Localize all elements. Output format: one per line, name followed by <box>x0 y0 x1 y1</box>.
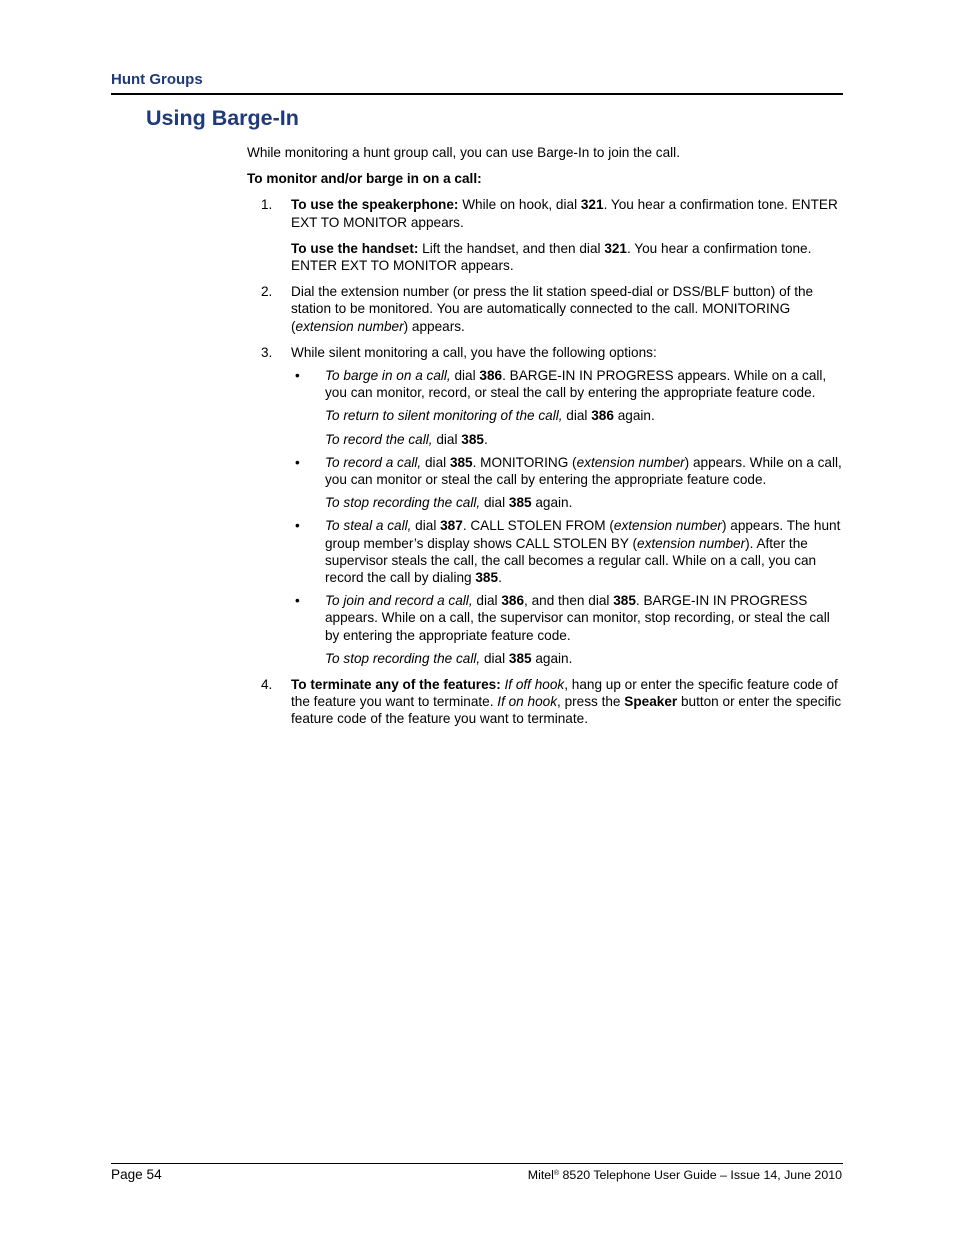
step-text: Lift the handset, and then dial <box>418 240 605 256</box>
italic-term: extension number <box>295 318 404 334</box>
step-4-text <box>291 676 847 728</box>
option-text-part: . BARGE-IN IN PROGRESS appears. While on a call, you can monitor, record, or steal the call by entering the appropriate feature code. <box>325 368 827 401</box>
option-text-part: dial <box>450 368 480 384</box>
bullet-icon: • <box>295 593 300 609</box>
feature-code: 321 <box>580 197 604 213</box>
feature-code: 385 <box>475 570 499 586</box>
bullet-icon: • <box>295 368 300 384</box>
step-3 <box>247 344 847 667</box>
step-4 <box>247 676 847 728</box>
page-title: Using Barge-In <box>146 106 299 130</box>
step-1 <box>247 196 847 274</box>
option-note <box>325 431 847 448</box>
option-text <box>325 517 847 586</box>
step-text: Dial the extension number (or press the lit station speed-dial or DSS/BLF button) of the station to be monitored. You are automatically connected to the call. MONITORING ( <box>291 284 814 334</box>
option-text <box>325 592 847 644</box>
option-text-part: dial <box>411 518 441 534</box>
option-text-part: ). After the supervisor steals the call, the call becomes a regular call. While on a call, you can record the call by dialing <box>325 535 817 586</box>
registered-mark: ® <box>553 1170 560 1177</box>
step-1-speakerphone <box>291 196 847 230</box>
option-lead: To stop recording the call, <box>325 495 481 511</box>
option-text-part: dial <box>480 495 509 511</box>
step-number: 3. <box>261 344 273 360</box>
step-number: 1. <box>261 197 273 213</box>
option-steal <box>291 517 847 586</box>
feature-code: 387 <box>440 518 463 534</box>
option-lead: To return to silent monitoring of the call, <box>325 408 563 424</box>
feature-code: 385 <box>508 495 532 511</box>
guide-title: 8520 Telephone User Guide – Issue 14, June 2010 <box>559 1168 842 1182</box>
option-text-part: ) appears. While on a call, you can monitor or steal the call by entering the appropriate feature code. <box>325 454 842 488</box>
running-header: Hunt Groups <box>111 71 203 88</box>
body-content <box>247 144 847 737</box>
option-note <box>325 650 847 667</box>
feature-code: 385 <box>449 454 473 470</box>
feature-code: 386 <box>501 593 525 609</box>
step-label: To use the handset: <box>291 240 419 256</box>
option-text-part: , and then dial <box>524 593 614 609</box>
option-text <box>325 454 847 488</box>
feature-code: 385 <box>613 593 636 609</box>
footer-rule <box>111 1163 843 1164</box>
option-join-record <box>291 592 847 667</box>
option-text-part: . <box>498 570 502 586</box>
step-text: , press the <box>557 694 625 710</box>
page-number: Page 54 <box>111 1167 162 1182</box>
option-text-part: dial <box>432 431 462 447</box>
option-lead: To steal a call, <box>325 518 412 534</box>
option-text-part: . <box>483 431 488 447</box>
procedure-title: To monitor and/or barge in on a call: <box>247 171 482 187</box>
step-text: . You hear a confirmation tone. ENTER EXT TO MONITOR appears. <box>291 197 838 230</box>
key-name: Speaker <box>624 694 678 710</box>
option-text-part: dial <box>421 454 450 470</box>
step-text: , hang up or enter the specific feature code of the feature you want to terminate. <box>291 677 838 710</box>
step-number: 4. <box>261 677 273 693</box>
italic-term: If on hook <box>497 694 558 710</box>
option-text-part: dial <box>562 408 592 424</box>
option-barge-in <box>291 367 847 448</box>
option-text-part: dial <box>480 650 509 666</box>
footer-title <box>528 1168 842 1182</box>
step-3-text: While silent monitoring a call, you have the following options: <box>291 344 657 360</box>
step-2-text <box>291 283 847 335</box>
step-label: To terminate any of the features: <box>291 677 501 693</box>
feature-code: 386 <box>591 408 614 424</box>
option-lead: To join and record a call, <box>325 593 473 609</box>
step-number: 2. <box>261 284 273 300</box>
brand-name: Mitel <box>527 1168 554 1182</box>
italic-term: If off hook <box>500 677 565 693</box>
option-text-part: ) appears. The hunt group member’s display shows CALL STOLEN BY ( <box>325 518 841 551</box>
option-lead: To record the call, <box>325 431 433 447</box>
step-2 <box>247 283 847 335</box>
step-text: . You hear a confirmation tone. ENTER EXT TO MONITOR appears. <box>291 240 812 274</box>
italic-term: extension number <box>613 518 722 534</box>
feature-code: 385 <box>508 650 532 666</box>
option-lead: To stop recording the call, <box>325 650 481 666</box>
option-text-part: . MONITORING ( <box>472 454 577 470</box>
feature-code: 386 <box>479 368 503 384</box>
intro-paragraph: While monitoring a hunt group call, you can use Barge-In to join the call. <box>247 145 680 160</box>
step-text: ) appears. <box>403 318 465 334</box>
option-text-part: . BARGE-IN IN PROGRESS appears. While on a call, the supervisor can monitor, stop recording, or steal the call by entering the appropriate feature code. <box>325 593 830 643</box>
italic-term: extension number <box>637 535 746 551</box>
option-text-part: dial <box>472 593 502 609</box>
option-note <box>325 407 847 424</box>
option-record <box>291 454 847 512</box>
italic-term: extension number <box>576 454 685 470</box>
option-note <box>325 494 847 511</box>
step-label: To use the speakerphone: <box>291 197 459 213</box>
option-text-part: again. <box>531 650 573 666</box>
option-text-part: again. <box>613 408 655 424</box>
bullet-icon: • <box>295 454 300 470</box>
step-text: While on hook, dial <box>458 197 581 213</box>
feature-code: 321 <box>604 240 627 256</box>
bullet-icon: • <box>295 518 300 534</box>
step-text: button or enter the specific feature code of the feature you want to terminate. <box>291 694 842 727</box>
step-1-handset <box>291 240 847 274</box>
feature-code: 385 <box>461 431 484 447</box>
option-lead: To barge in on a call, <box>325 368 451 384</box>
option-text <box>325 367 847 401</box>
option-lead: To record a call, <box>325 454 422 470</box>
header-rule <box>111 93 843 95</box>
option-text-part: . CALL STOLEN FROM ( <box>462 518 614 534</box>
option-text-part: again. <box>531 495 573 511</box>
